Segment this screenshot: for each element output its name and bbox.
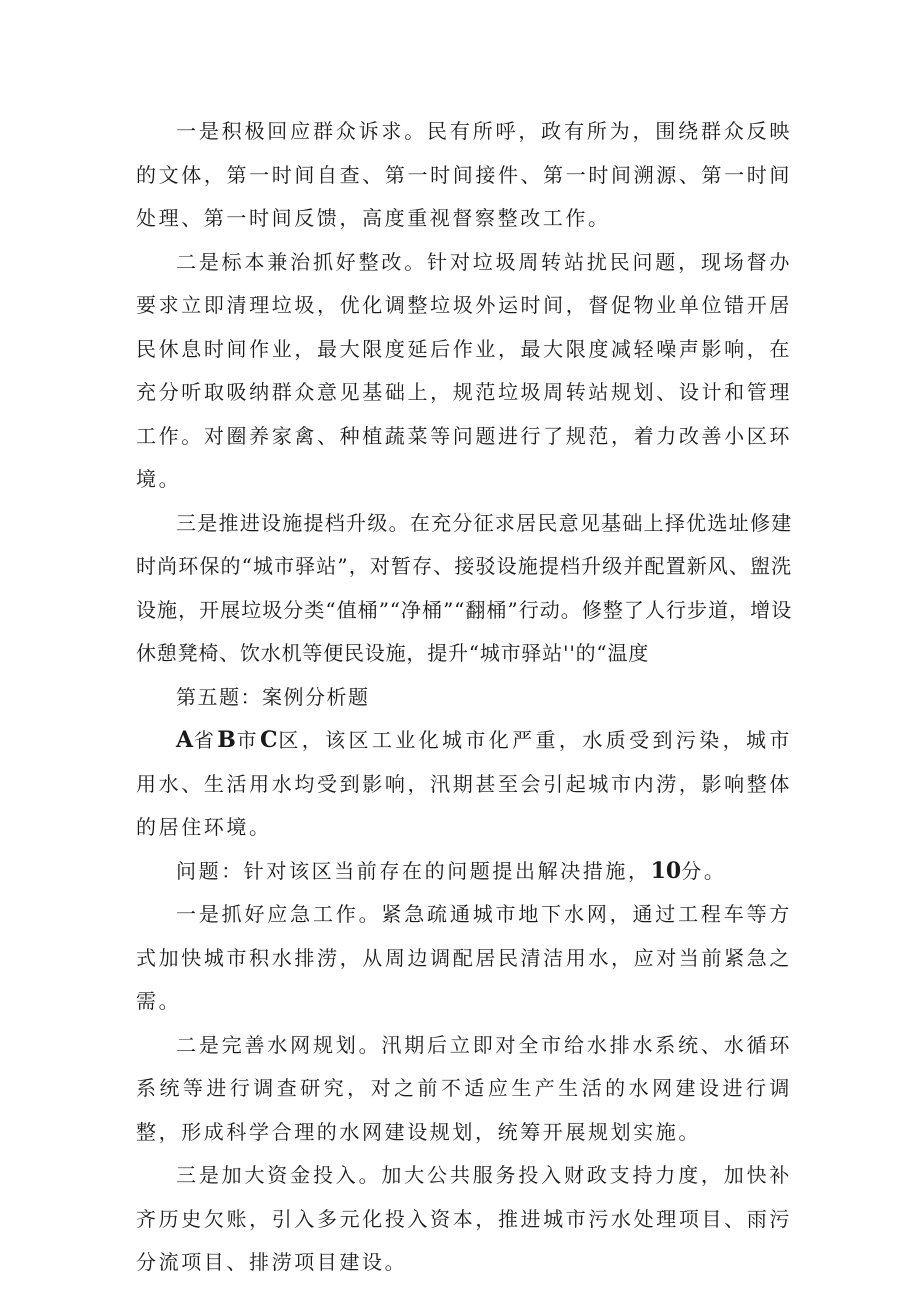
case-city-suffix: 市 [235,728,261,752]
answer-water-network: 二是完善水网规划。汛期后立即对全市给水排水系统、水循环系统等进行调查研究，对之前不适应生产生活的水网建设进行调整，形成科学合理的水网建设规划，统筹开展规划实施。 [136,1032,792,1144]
case-district-letter: C [260,727,278,753]
case-province-suffix: 省 [193,728,218,752]
question-line [136,850,792,894]
section-heading: 第五题：案例分析题 [176,684,370,709]
question-score: 10 [650,857,682,884]
paragraph-rectification: 二是标本兼治抓好整改。针对垃圾周转站扰民问题，现场督办要求立即清理垃圾，优化调整垃圾外运时间，督促物业单位错开居民休息时间作业，最大限度延后作业，最大限度减轻噪声影响，在充分听取吸纳群众意见基础上，规范垃圾周转站规划、设计和管理工作。对圈养家禽、种植蔬菜等问题进行了规范，着力改善小区环境。 [136,249,792,491]
answer-funding: 三是加大资金投入。加大公共服务投入财政支持力度，加快补齐历史欠账，引入多元化投入资本，推进城市污水处理项目、雨污分流项目、排涝项目建设。 [136,1163,792,1274]
document-body [136,110,792,1285]
case-province-letter: A [176,727,194,753]
question-score-suffix: 分。 [681,858,727,883]
case-description [136,719,792,850]
paragraph-response: 一是积极回应群众诉求。民有所呼，政有所为，围绕群众反映的文体，第一时间自查、第一时间接件、第一时间溯源、第一时间处理、第一时间反馈，高度重视督察整改工作。 [136,119,792,230]
paragraph-facilities: 三是推进设施提档升级。在充分征求居民意见基础上择优选址修建时尚环保的“城市驿站”，对暂存、接驳设施提档升级并配置新风、盥洗设施，开展垃圾分类“值桶”“净桶”“翻桶”行动。修整了人行步道，增设休憩凳椅、饮水机等便民设施，提升“城市驿站''的“温度 [136,510,792,665]
answer-emergency: 一是抓好应急工作。紧急疏通城市地下水网，通过工程车等方式加快城市积水排涝，从周边调配居民清洁用水，应对当前紧急之需。 [136,902,792,1013]
case-city-letter: B [217,727,236,753]
case-description-text: 区，该区工业化城市化严重，水质受到污染，城市用水、生活用水均受到影响，汛期甚至会引起城市内涝，影响整体的居住环境。 [136,728,792,839]
question-text: 问题：针对该区当前存在的问题提出解决措施， [176,858,651,883]
